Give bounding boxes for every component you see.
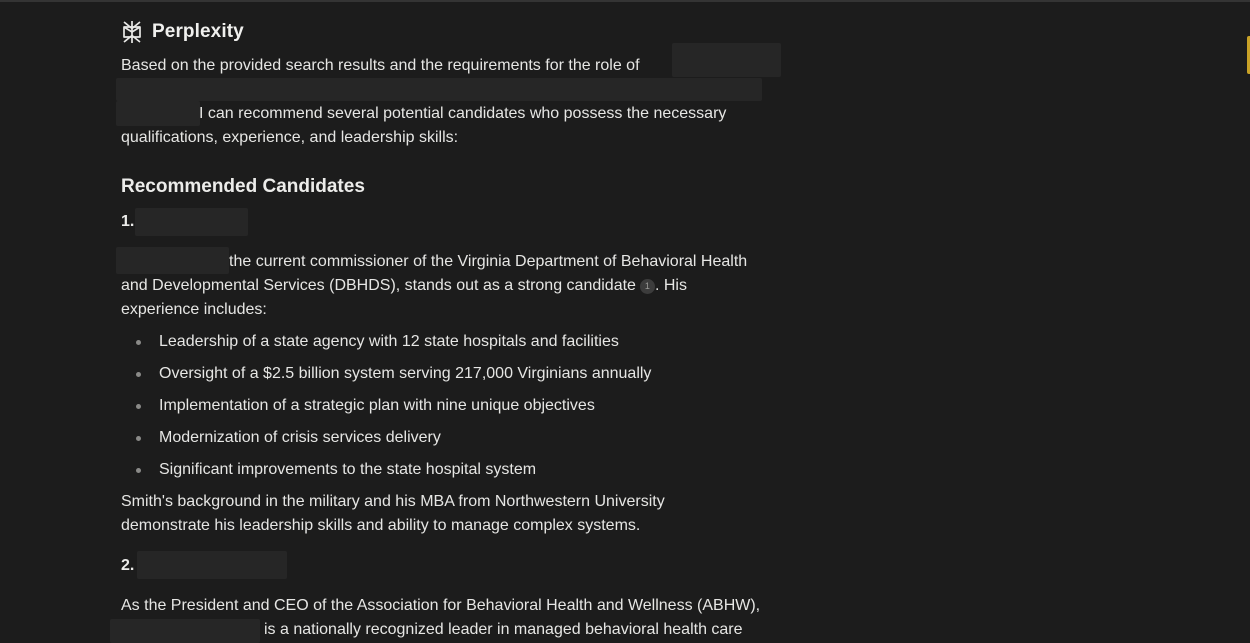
redacted-candidate-2-name-inline <box>110 619 260 643</box>
citation-badge[interactable]: 1 <box>640 279 655 294</box>
candidate-1-bullet-5: Significant improvements to the state hospital system <box>159 461 537 478</box>
intro-text-line-1: Based on the provided search results and the requirements for the role of <box>121 57 640 74</box>
candidate-1-bullet-3: Implementation of a strategic plan with nine unique objectives <box>159 397 595 414</box>
candidate-1-desc-line-1: the current commissioner of the Virginia Department of Behavioral Health <box>229 253 748 270</box>
candidate-1-desc-line-2-text: and Developmental Services (DBHDS), stands out as a strong candidate <box>121 277 636 294</box>
candidate-1-bullet-2: Oversight of a $2.5 billion system serving 217,000 Virginians annually <box>159 365 652 382</box>
candidate-1-bullet-4: Modernization of crisis services delivery <box>159 429 441 446</box>
bullet-icon <box>136 404 141 409</box>
app-name: Perplexity <box>152 21 244 42</box>
bullet-icon <box>136 436 141 441</box>
redacted-role-name-end <box>116 101 200 126</box>
redacted-candidate-1-name <box>135 208 248 236</box>
candidate-1-desc-line-2-tail: . His <box>654 277 687 294</box>
candidate-1-number: 1. <box>121 213 135 230</box>
section-heading: Recommended Candidates <box>121 176 365 197</box>
candidate-1-bullet-1: Leadership of a state agency with 12 state hospitals and facilities <box>159 333 619 350</box>
candidate-2-number: 2. <box>121 557 135 574</box>
redacted-candidate-1-name-inline <box>116 247 229 274</box>
candidate-2-desc-line-1: As the President and CEO of the Association for Behavioral Health and Wellness (ABHW), <box>121 597 761 614</box>
candidate-1-desc-line-3: experience includes: <box>121 301 267 318</box>
redacted-role-name-continued <box>116 78 762 101</box>
redacted-candidate-2-name <box>137 551 287 579</box>
intro-text-line-3: I can recommend several potential candidates who possess the necessary <box>199 105 727 122</box>
candidate-1-desc-line-2 <box>121 274 687 298</box>
bullet-icon <box>136 340 141 345</box>
candidate-1-summary-line-2: demonstrate his leadership skills and ability to manage complex systems. <box>121 517 641 534</box>
window-top-border <box>0 0 1250 2</box>
answer-source-header <box>121 19 244 45</box>
bullet-icon <box>136 372 141 377</box>
candidate-2-desc-line-2: is a nationally recognized leader in managed behavioral health care <box>264 621 743 638</box>
bullet-icon <box>136 468 141 473</box>
intro-text-line-4: qualifications, experience, and leadership skills: <box>121 129 459 146</box>
redacted-role-name <box>672 43 781 77</box>
perplexity-logo-icon <box>121 20 143 44</box>
candidate-1-summary-line-1: Smith's background in the military and his MBA from Northwestern University <box>121 493 665 510</box>
